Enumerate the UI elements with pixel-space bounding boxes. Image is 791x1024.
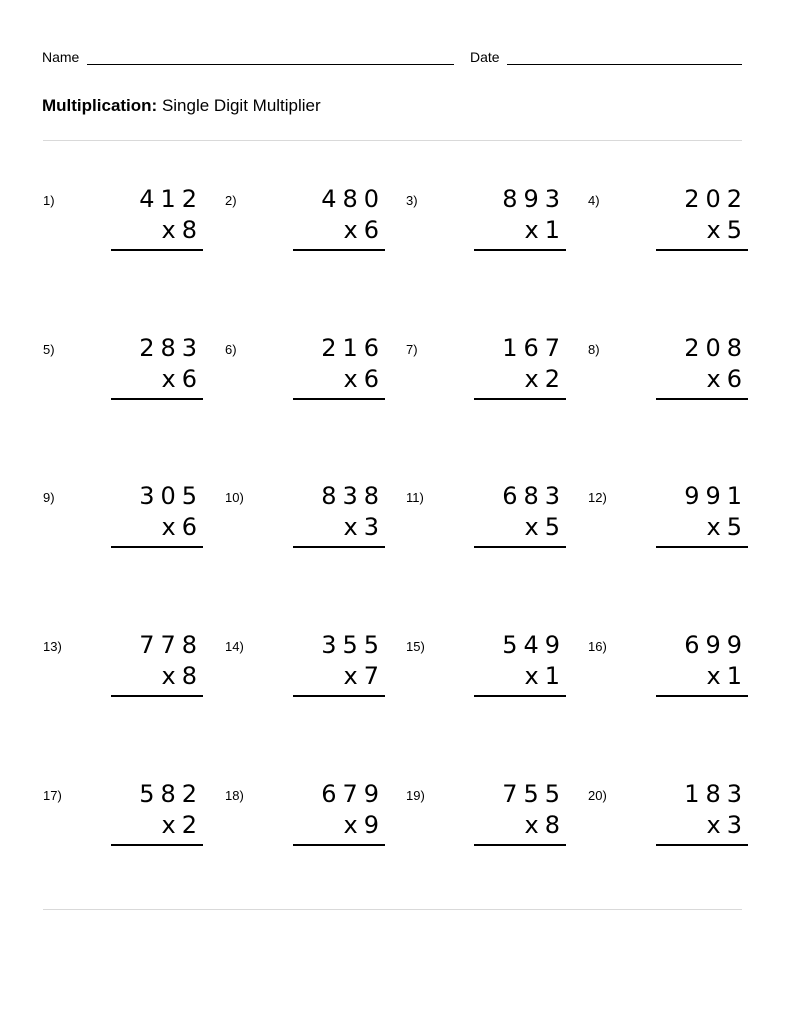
problem-item (43, 780, 203, 858)
multiplicand: 167 (502, 334, 566, 362)
problem-item (588, 482, 748, 560)
multiplicand: 305 (139, 482, 203, 510)
top-divider (43, 140, 742, 141)
name-label: Name (42, 49, 80, 65)
multiplicand: 699 (684, 631, 748, 659)
problem-number: 6) (225, 342, 237, 357)
multiplier: x6 (343, 216, 385, 244)
multiplier: x1 (706, 662, 748, 690)
problem-item (43, 482, 203, 560)
multiplicand: 778 (139, 631, 203, 659)
problem-number: 10) (225, 490, 244, 505)
problem-item (406, 780, 566, 858)
answer-line[interactable] (111, 844, 203, 846)
problem-number: 8) (588, 342, 600, 357)
multiplier: x1 (524, 662, 566, 690)
problem-number: 17) (43, 788, 62, 803)
answer-line[interactable] (474, 249, 566, 251)
multiplier: x2 (161, 811, 203, 839)
problem-number: 7) (406, 342, 418, 357)
multiplier: x7 (343, 662, 385, 690)
answer-line[interactable] (474, 695, 566, 697)
problem-item (406, 185, 566, 263)
problem-number: 14) (225, 639, 244, 654)
answer-line[interactable] (293, 695, 385, 697)
multiplier: x6 (161, 513, 203, 541)
multiplier: x2 (524, 365, 566, 393)
problem-item (225, 185, 385, 263)
problem-item (406, 482, 566, 560)
answer-line[interactable] (111, 546, 203, 548)
problem-item (225, 334, 385, 412)
multiplicand: 549 (502, 631, 566, 659)
answer-line[interactable] (111, 398, 203, 400)
answer-line[interactable] (474, 546, 566, 548)
title-subtopic: Single Digit Multiplier (157, 96, 321, 115)
multiplier: x1 (524, 216, 566, 244)
answer-line[interactable] (656, 249, 748, 251)
multiplicand: 683 (502, 482, 566, 510)
multiplicand: 480 (321, 185, 385, 213)
answer-line[interactable] (293, 844, 385, 846)
multiplier: x5 (524, 513, 566, 541)
multiplicand: 838 (321, 482, 385, 510)
problem-number: 20) (588, 788, 607, 803)
problem-number: 11) (406, 490, 424, 505)
problem-number: 3) (406, 193, 418, 208)
multiplier: x8 (524, 811, 566, 839)
multiplier: x5 (706, 216, 748, 244)
problem-number: 13) (43, 639, 62, 654)
multiplier: x5 (706, 513, 748, 541)
problem-item (588, 185, 748, 263)
name-field[interactable] (87, 64, 454, 65)
multiplicand: 412 (139, 185, 203, 213)
multiplier: x9 (343, 811, 385, 839)
multiplicand: 183 (684, 780, 748, 808)
answer-line[interactable] (293, 546, 385, 548)
problem-item (43, 334, 203, 412)
answer-line[interactable] (293, 249, 385, 251)
worksheet-title (42, 95, 321, 117)
multiplicand: 283 (139, 334, 203, 362)
answer-line[interactable] (656, 398, 748, 400)
problem-item (43, 631, 203, 709)
problem-item (588, 334, 748, 412)
answer-line[interactable] (474, 844, 566, 846)
answer-line[interactable] (656, 844, 748, 846)
multiplicand: 355 (321, 631, 385, 659)
answer-line[interactable] (656, 695, 748, 697)
multiplicand: 582 (139, 780, 203, 808)
multiplier: x6 (343, 365, 385, 393)
bottom-divider (43, 909, 742, 910)
multiplicand: 208 (684, 334, 748, 362)
problem-item (225, 631, 385, 709)
problem-number: 1) (43, 193, 55, 208)
problem-number: 2) (225, 193, 237, 208)
problem-item (225, 780, 385, 858)
answer-line[interactable] (111, 695, 203, 697)
problem-number: 15) (406, 639, 425, 654)
multiplier: x3 (706, 811, 748, 839)
title-topic: Multiplication: (42, 96, 158, 115)
problem-number: 16) (588, 639, 607, 654)
problem-number: 4) (588, 193, 600, 208)
multiplicand: 202 (684, 185, 748, 213)
problem-item (588, 780, 748, 858)
multiplicand: 216 (321, 334, 385, 362)
problem-item (406, 631, 566, 709)
multiplier: x8 (161, 662, 203, 690)
date-label: Date (470, 49, 500, 65)
multiplicand: 991 (684, 482, 748, 510)
answer-line[interactable] (474, 398, 566, 400)
multiplicand: 679 (321, 780, 385, 808)
multiplier: x3 (343, 513, 385, 541)
problem-number: 12) (588, 490, 607, 505)
multiplier: x6 (161, 365, 203, 393)
problem-item (43, 185, 203, 263)
answer-line[interactable] (111, 249, 203, 251)
problem-number: 5) (43, 342, 55, 357)
date-field[interactable] (507, 64, 742, 65)
multiplicand: 893 (502, 185, 566, 213)
problem-item (406, 334, 566, 412)
multiplier: x6 (706, 365, 748, 393)
problem-number: 19) (406, 788, 425, 803)
answer-line[interactable] (656, 546, 748, 548)
answer-line[interactable] (293, 398, 385, 400)
multiplicand: 755 (502, 780, 566, 808)
problem-item (225, 482, 385, 560)
multiplier: x8 (161, 216, 203, 244)
problem-item (588, 631, 748, 709)
header-fields (42, 48, 742, 68)
problem-number: 9) (43, 490, 55, 505)
problem-number: 18) (225, 788, 244, 803)
